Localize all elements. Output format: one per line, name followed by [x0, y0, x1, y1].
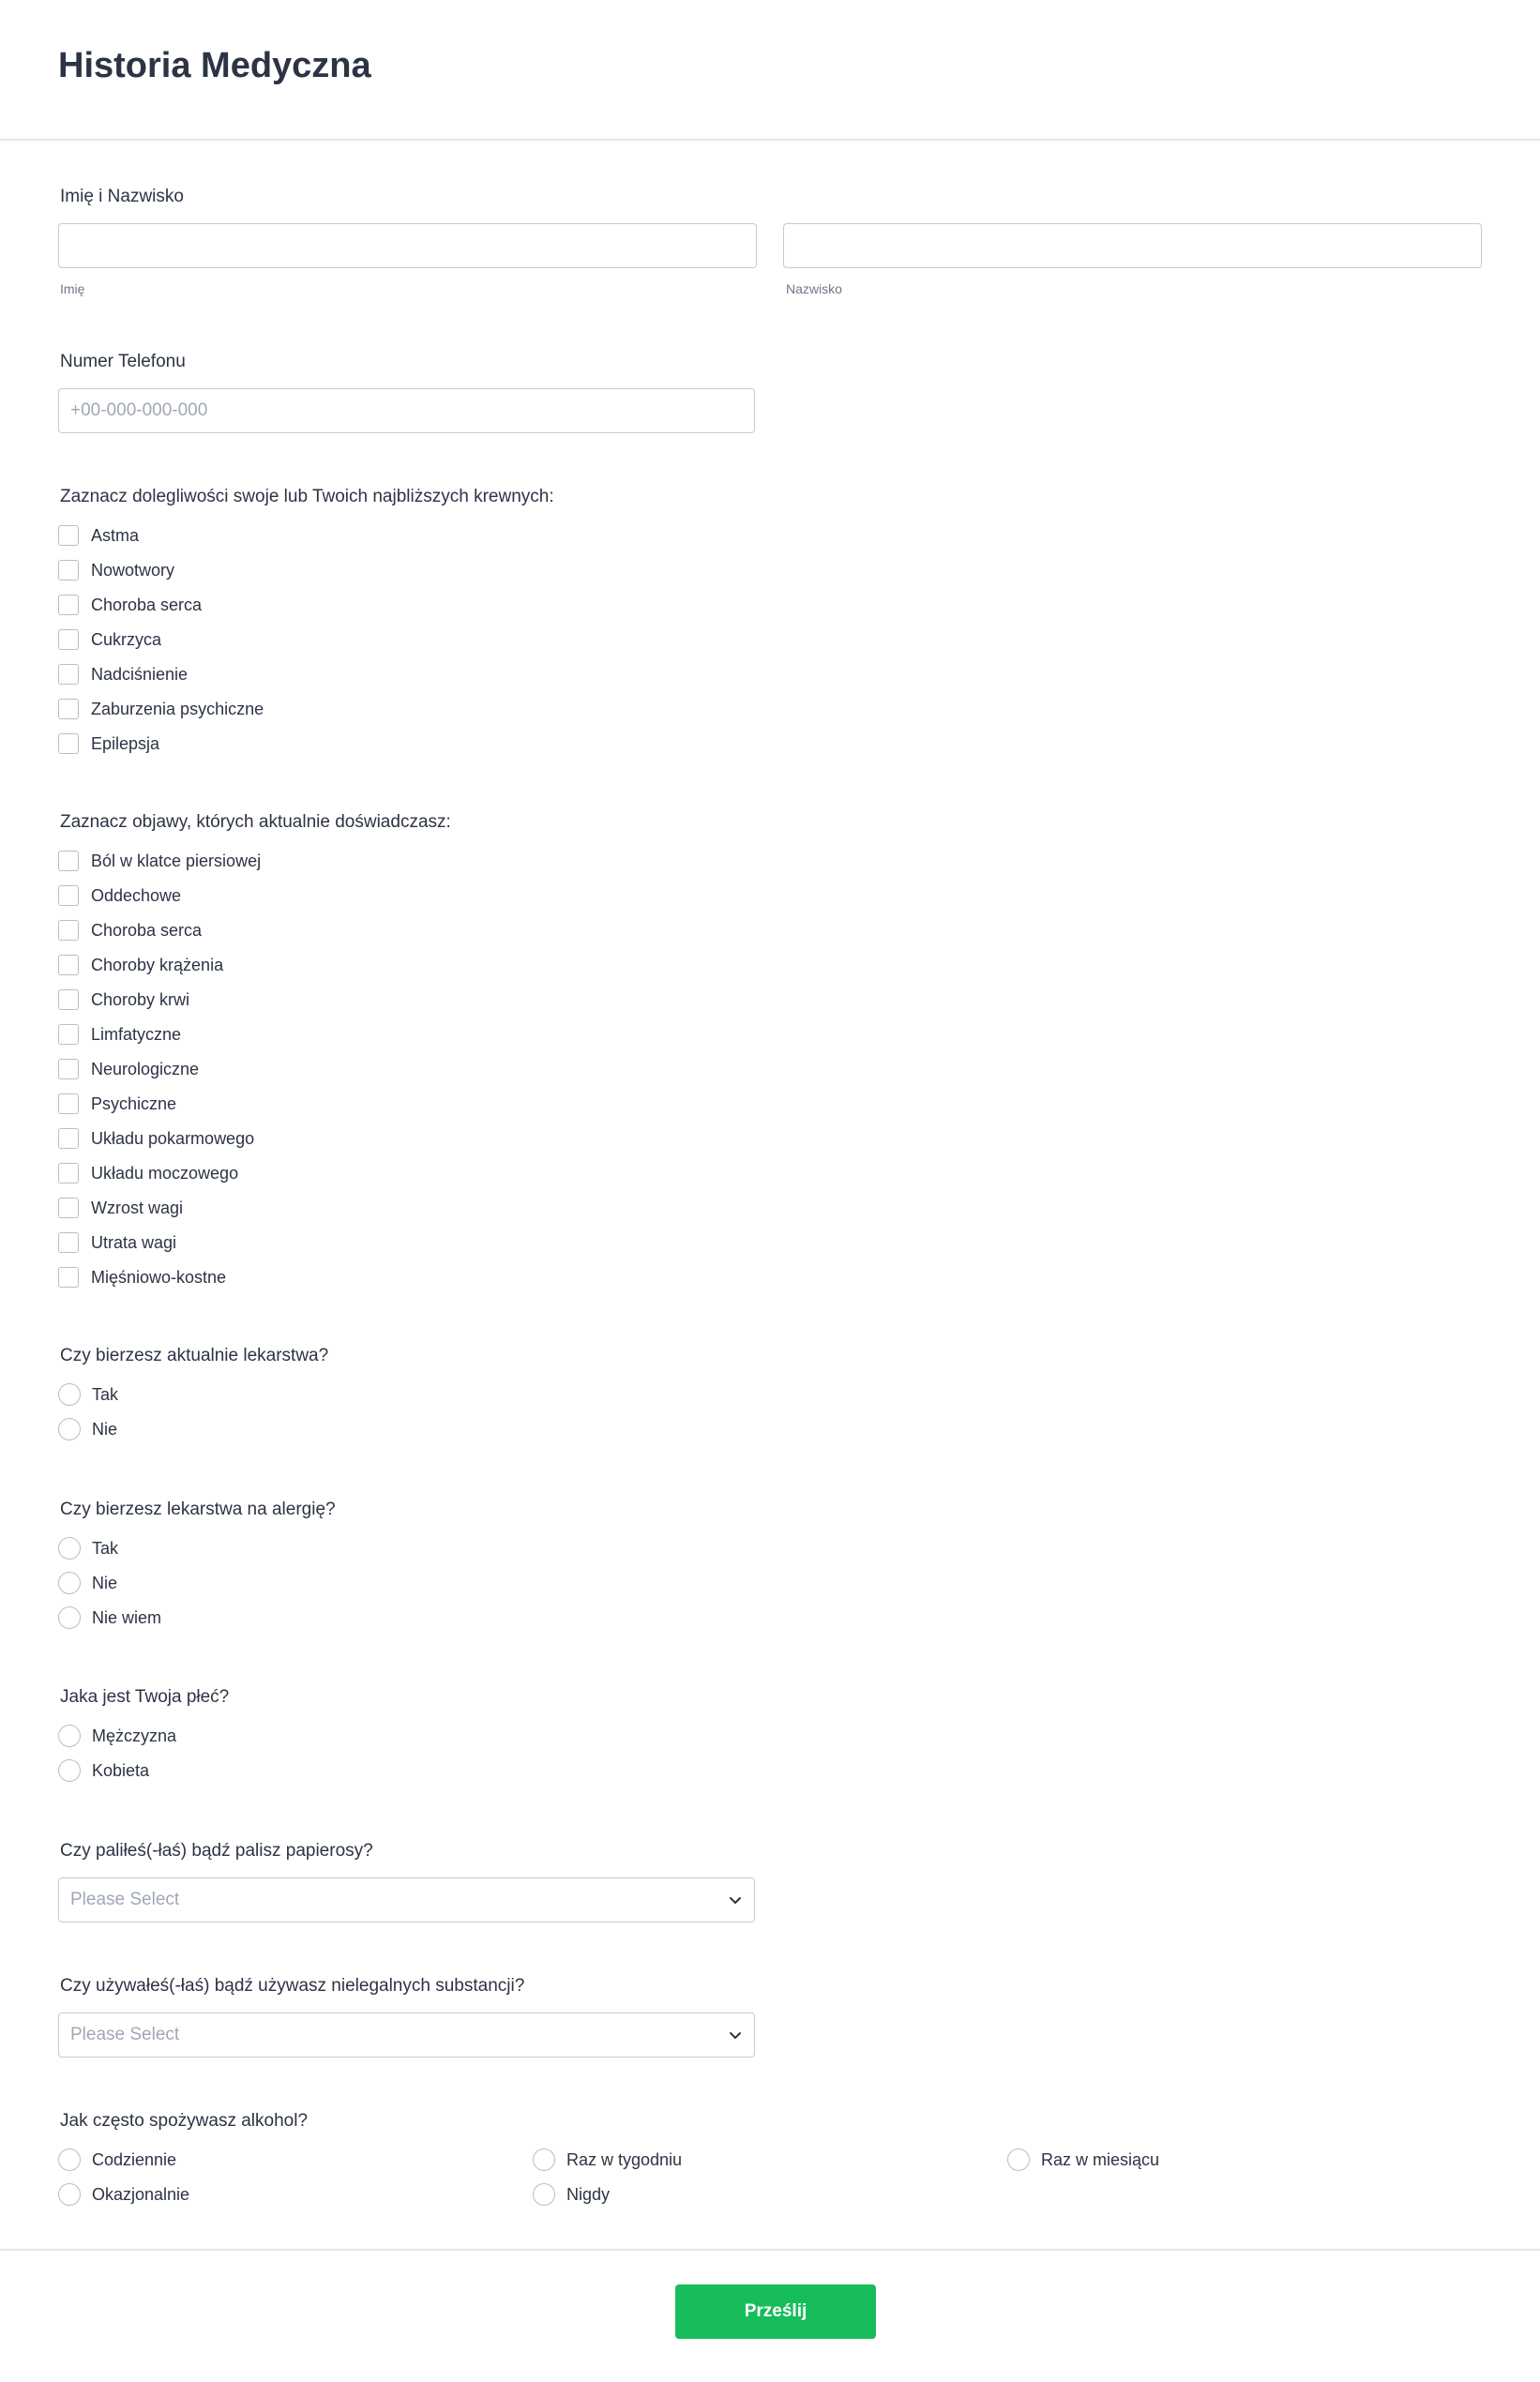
family-condition-option-label: Nowotwory: [91, 560, 175, 580]
radio-button[interactable]: [533, 2183, 555, 2206]
radio-button[interactable]: [1007, 2148, 1030, 2171]
symptom-option[interactable]: [58, 1195, 183, 1221]
family-condition-option-label: Astma: [91, 525, 140, 545]
alcohol-option-label: Nigdy: [566, 2184, 611, 2204]
gender-option[interactable]: [58, 1723, 176, 1749]
allergy-meds-label: Czy bierzesz lekarstwa na alergię?: [60, 1500, 336, 1519]
substances-label: Czy używałeś(-łaś) bądź używasz nielegalnych substancji?: [60, 1976, 525, 1996]
alcohol-option[interactable]: [1007, 2147, 1159, 2173]
medications-option-label: Nie: [92, 1419, 118, 1439]
checkbox[interactable]: [58, 989, 79, 1010]
smoking-select-value: Please Select: [70, 1890, 180, 1909]
symptom-option-label: Utrata wagi: [91, 1232, 177, 1252]
checkbox[interactable]: [58, 629, 79, 650]
family-condition-option[interactable]: [58, 626, 161, 653]
checkbox[interactable]: [58, 1024, 79, 1045]
checkbox[interactable]: [58, 1128, 79, 1149]
allergy-meds-option[interactable]: [58, 1535, 118, 1561]
symptom-option-label: Psychiczne: [91, 1093, 177, 1113]
radio-button[interactable]: [58, 2148, 81, 2171]
symptom-option[interactable]: [58, 882, 181, 909]
symptom-option-label: Neurologiczne: [91, 1059, 200, 1078]
family-condition-option[interactable]: [58, 696, 264, 722]
radio-button[interactable]: [58, 1725, 81, 1747]
last-name-input[interactable]: [783, 223, 1482, 268]
checkbox[interactable]: [58, 699, 79, 719]
radio-button[interactable]: [58, 1537, 81, 1560]
checkbox[interactable]: [58, 920, 79, 941]
symptom-option-label: Oddechowe: [91, 885, 182, 905]
symptoms-label: Zaznacz objawy, których aktualnie doświadczasz:: [60, 812, 451, 832]
checkbox[interactable]: [58, 560, 79, 580]
checkbox[interactable]: [58, 595, 79, 615]
phone-label: Numer Telefonu: [60, 352, 186, 371]
checkbox[interactable]: [58, 1163, 79, 1183]
medications-option[interactable]: [58, 1416, 117, 1442]
checkbox[interactable]: [58, 1198, 79, 1218]
radio-button[interactable]: [58, 1759, 81, 1782]
symptom-option-label: Limfatyczne: [91, 1024, 182, 1044]
symptom-option[interactable]: [58, 987, 189, 1013]
symptom-option-label: Choroby krążenia: [91, 955, 224, 974]
symptom-option[interactable]: [58, 1229, 176, 1256]
checkbox[interactable]: [58, 1059, 79, 1079]
family-condition-option-label: Nadciśnienie: [91, 664, 189, 684]
page-title: Historia Medyczna: [58, 46, 371, 85]
family-condition-option[interactable]: [58, 557, 174, 583]
family-condition-option-label: Epilepsja: [91, 733, 160, 753]
substances-select[interactable]: [58, 2013, 755, 2058]
medications-label: Czy bierzesz aktualnie lekarstwa?: [60, 1346, 329, 1365]
family-condition-option[interactable]: [58, 592, 202, 618]
first-name-input[interactable]: [58, 223, 757, 268]
family-conditions-label: Zaznacz dolegliwości swoje lub Twoich najbliższych krewnych:: [60, 487, 554, 506]
symptom-option-label: Mięśniowo-kostne: [91, 1267, 227, 1287]
family-condition-option-label: Choroba serca: [91, 595, 203, 614]
substances-select-value: Please Select: [70, 2025, 180, 2044]
allergy-meds-option-label: Nie: [92, 1573, 118, 1592]
alcohol-option-label: Okazjonalnie: [92, 2184, 190, 2204]
alcohol-option-label: Raz w tygodniu: [566, 2149, 683, 2169]
radio-button[interactable]: [58, 1418, 81, 1440]
symptom-option-label: Układu moczowego: [91, 1163, 239, 1183]
alcohol-option[interactable]: [533, 2147, 682, 2173]
medications-option-label: Tak: [92, 1384, 119, 1404]
checkbox[interactable]: [58, 525, 79, 546]
gender-option[interactable]: [58, 1757, 149, 1784]
symptom-option[interactable]: [58, 1160, 238, 1186]
radio-button[interactable]: [58, 1383, 81, 1406]
allergy-meds-option-label: Nie wiem: [92, 1607, 162, 1627]
medications-option[interactable]: [58, 1381, 118, 1408]
allergy-meds-option[interactable]: [58, 1570, 117, 1596]
symptom-option[interactable]: [58, 1056, 199, 1082]
phone-input[interactable]: [58, 388, 755, 433]
gender-label: Jaka jest Twoja płeć?: [60, 1687, 230, 1707]
smoking-label: Czy paliłeś(-łaś) bądź palisz papierosy?: [60, 1841, 373, 1861]
symptom-option[interactable]: [58, 1021, 181, 1048]
submit-button[interactable]: Prześlij: [675, 2284, 876, 2339]
allergy-meds-option-label: Tak: [92, 1538, 119, 1558]
smoking-select[interactable]: [58, 1877, 755, 1922]
symptom-option[interactable]: [58, 917, 202, 943]
form-header: [0, 0, 1540, 141]
radio-button[interactable]: [58, 1606, 81, 1629]
checkbox[interactable]: [58, 885, 79, 906]
chevron-down-icon: [728, 2028, 743, 2043]
symptom-option-label: Wzrost wagi: [91, 1198, 184, 1217]
family-condition-option-label: Cukrzyca: [91, 629, 162, 649]
radio-button[interactable]: [533, 2148, 555, 2171]
family-condition-option-label: Zaburzenia psychiczne: [91, 699, 264, 718]
checkbox[interactable]: [58, 851, 79, 871]
checkbox[interactable]: [58, 1267, 79, 1288]
symptom-option[interactable]: [58, 952, 223, 978]
family-condition-option[interactable]: [58, 731, 159, 757]
radio-button[interactable]: [58, 2183, 81, 2206]
symptom-option-label: Układu pokarmowego: [91, 1128, 255, 1148]
alcohol-option-label: Codziennie: [92, 2149, 177, 2169]
family-condition-option[interactable]: [58, 661, 188, 687]
checkbox[interactable]: [58, 1093, 79, 1114]
alcohol-option[interactable]: [58, 2147, 176, 2173]
first-name-sublabel: Imię: [60, 281, 85, 296]
symptom-option-label: Choroba serca: [91, 920, 203, 940]
chevron-down-icon: [728, 1892, 743, 1907]
checkbox[interactable]: [58, 664, 79, 685]
alcohol-option[interactable]: [58, 2181, 189, 2208]
gender-option-label: Kobieta: [92, 1760, 150, 1780]
alcohol-label: Jak często spożywasz alkohol?: [60, 2111, 309, 2131]
symptom-option[interactable]: [58, 1091, 176, 1117]
name-label: Imię i Nazwisko: [60, 187, 184, 206]
checkbox[interactable]: [58, 955, 79, 975]
checkbox[interactable]: [58, 1232, 79, 1253]
family-condition-option[interactable]: [58, 522, 139, 549]
symptom-option[interactable]: [58, 1125, 254, 1152]
form-footer: [0, 2249, 1540, 2382]
symptom-option[interactable]: [58, 1264, 226, 1290]
radio-button[interactable]: [58, 1572, 81, 1594]
last-name-sublabel: Nazwisko: [786, 281, 842, 296]
symptom-option-label: Choroby krwi: [91, 989, 190, 1009]
symptom-option-label: Ból w klatce piersiowej: [91, 851, 262, 870]
alcohol-option-label: Raz w miesiącu: [1041, 2149, 1160, 2169]
checkbox[interactable]: [58, 733, 79, 754]
gender-option-label: Mężczyzna: [92, 1726, 177, 1745]
symptom-option[interactable]: [58, 848, 261, 874]
alcohol-option[interactable]: [533, 2181, 610, 2208]
allergy-meds-option[interactable]: [58, 1605, 161, 1631]
